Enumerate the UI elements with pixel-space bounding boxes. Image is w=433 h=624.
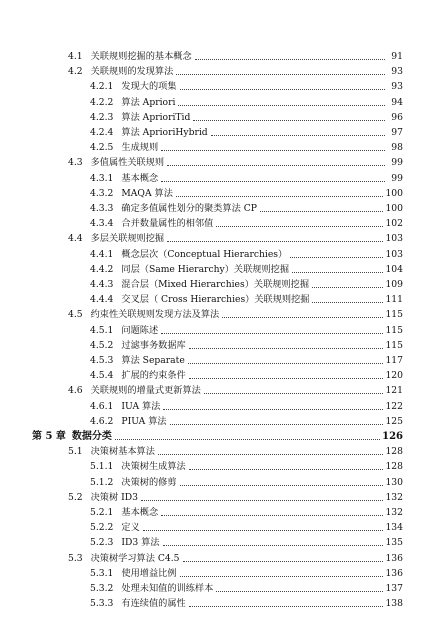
entry-title: 算法 AprioriHybrid (121, 127, 208, 138)
dot-leader (167, 165, 385, 166)
entry-number: 4.5 (68, 309, 83, 321)
entry-page-number: 100 (385, 187, 403, 199)
entry-title: PIUA 算法 (121, 415, 167, 427)
dot-leader (189, 469, 384, 470)
dot-leader (176, 74, 385, 75)
entry-page-number: 138 (385, 598, 403, 610)
chapter-entry (0, 428, 433, 442)
entry-number: 4.2 (68, 66, 83, 78)
entry-page-number: 102 (385, 218, 403, 230)
toc-entry (0, 215, 433, 229)
dot-leader (170, 424, 384, 425)
entry-title: 约束性关联规则发现方法及算法 (90, 309, 220, 321)
entry-number: 4.6 (68, 385, 83, 397)
toc-entry (0, 63, 433, 77)
toc-entry (0, 261, 433, 275)
entry-page-number: 93 (391, 66, 403, 78)
toc-entry (0, 489, 433, 503)
entry-number: 4.2.1 (90, 81, 114, 93)
entry-title: 过滤事务数据库 (121, 339, 186, 351)
dot-leader (163, 545, 384, 546)
entry-title: 基本概念 (121, 172, 159, 184)
entry-page-number: 99 (391, 172, 403, 184)
entry-page-number: 91 (391, 51, 403, 62)
toc-entry (0, 398, 433, 412)
entry-number: 4.3 (68, 157, 83, 169)
entry-title: 关联规则的增量式更新算法 (90, 385, 201, 397)
entry-title: ID3 算法 (121, 537, 160, 549)
dot-leader (312, 302, 383, 303)
entry-title: 使用增益比例 (121, 567, 177, 579)
toc-entry (0, 154, 433, 168)
entry-number: 5.1.1 (90, 461, 114, 473)
entry-title: 决策树的修剪 (121, 476, 177, 488)
dot-leader (193, 120, 385, 121)
entry-page-number: 130 (385, 476, 403, 488)
dot-leader (204, 393, 384, 394)
dot-leader (167, 241, 383, 242)
entry-title: 决策树学习算法 C4.5 (90, 552, 180, 564)
toc-entry (0, 94, 433, 108)
toc-entry (0, 322, 433, 336)
entry-number: 4.2.4 (90, 127, 114, 138)
dot-leader (183, 561, 384, 562)
toc-entry (0, 550, 433, 564)
dot-leader (189, 606, 384, 607)
entry-number: 5.3.2 (90, 583, 114, 594)
toc-entry (0, 78, 433, 92)
entry-number: 5.2.3 (90, 537, 114, 549)
entry-number: 4.6.1 (90, 400, 114, 412)
entry-page-number: 121 (385, 385, 403, 397)
entry-number: 4.6.2 (90, 415, 114, 427)
dot-leader (312, 287, 383, 288)
entry-number: 5.3.1 (90, 567, 114, 579)
entry-title: 多层关联规则挖掘 (90, 233, 165, 245)
entry-page-number: 103 (385, 248, 403, 260)
toc-entry (0, 306, 433, 320)
toc-entry (0, 337, 433, 351)
toc-entry (0, 185, 433, 199)
toc-entry (0, 519, 433, 533)
toc-entry (0, 291, 433, 305)
entry-title: 有连续值的属性 (121, 598, 186, 610)
dot-leader (163, 409, 383, 410)
entry-title: 决策树生成算法 (121, 461, 186, 473)
entry-page-number: 132 (385, 491, 403, 503)
entry-page-number: 98 (391, 142, 403, 154)
dot-leader (211, 135, 385, 136)
entry-title: 关联规则挖掘的基本概念 (90, 51, 192, 62)
entry-number: 5.3.3 (90, 598, 114, 610)
entry-page-number: 120 (385, 370, 403, 382)
toc-entry (0, 139, 433, 153)
entry-title: 问题陈述 (121, 324, 159, 336)
dot-leader (161, 515, 383, 516)
toc-entry (0, 170, 433, 184)
dot-leader (222, 317, 383, 318)
entry-page-number: 97 (391, 127, 403, 138)
entry-title: 算法 AprioriTid (121, 111, 191, 123)
dot-leader (178, 105, 385, 106)
entry-title: 概念层次（Conceptual Hierarchies） (121, 248, 288, 260)
dot-leader (180, 485, 384, 486)
entry-title: 定义 (121, 522, 140, 534)
entry-title: 生成规则 (121, 142, 159, 154)
dot-leader (115, 439, 380, 440)
entry-page-number: 122 (385, 400, 403, 412)
toc-entry (0, 124, 433, 138)
dot-leader (189, 348, 384, 349)
dot-leader (292, 272, 383, 273)
entry-page-number: 96 (391, 111, 403, 123)
entry-number: 4.4.1 (90, 248, 114, 260)
entry-title: 交叉层（ Cross Hierarchies）关联规则挖掘 (121, 294, 310, 306)
entry-title: 发现大的项集 (121, 81, 177, 93)
entry-page-number: 134 (385, 522, 403, 534)
entry-number: 第 5 章 (32, 431, 66, 442)
entry-page-number: 103 (385, 233, 403, 245)
toc-entry (0, 458, 433, 472)
dot-leader (161, 333, 383, 334)
toc-entry (0, 352, 433, 366)
toc-entry (0, 534, 433, 548)
dot-leader (158, 454, 384, 455)
entry-title: 算法 Apriori (121, 96, 176, 108)
dot-leader (195, 59, 385, 60)
entry-title: 混合层（Mixed Hierarchies）关联规则挖掘 (121, 279, 310, 290)
dot-leader (189, 378, 384, 379)
entry-number: 5.2.2 (90, 522, 114, 534)
entry-number: 4.2.5 (90, 142, 114, 154)
entry-page-number: 126 (382, 431, 403, 442)
entry-page-number: 109 (385, 279, 403, 290)
toc-entry (0, 276, 433, 290)
entry-title: 算法 Separate (121, 355, 185, 366)
entry-number: 4.5.1 (90, 324, 114, 336)
entry-page-number: 99 (391, 157, 403, 169)
toc-entry (0, 580, 433, 594)
dot-leader (143, 530, 384, 531)
dot-leader (216, 591, 383, 592)
toc-entry (0, 200, 433, 214)
dot-leader (176, 196, 384, 197)
entry-number: 4.3.2 (90, 187, 114, 199)
entry-number: 4.5.2 (90, 339, 114, 351)
entry-page-number: 115 (385, 309, 403, 321)
entry-page-number: 128 (385, 461, 403, 473)
entry-page-number: 94 (391, 96, 403, 108)
dot-leader (290, 257, 383, 258)
toc-entry (0, 443, 433, 457)
dot-leader (188, 363, 384, 364)
entry-number: 4.3.3 (90, 203, 114, 214)
entry-number: 4.5.3 (90, 355, 114, 366)
entry-title: IUA 算法 (121, 400, 161, 412)
entry-number: 4.3.1 (90, 172, 114, 184)
entry-page-number: 128 (385, 446, 403, 458)
toc-entry (0, 595, 433, 609)
entry-number: 5.2.1 (90, 507, 114, 518)
toc-entry (0, 48, 433, 62)
toc-entry (0, 382, 433, 396)
entry-page-number: 115 (385, 339, 403, 351)
entry-number: 4.5.4 (90, 370, 114, 382)
entry-number: 4.4.4 (90, 294, 114, 306)
entry-number: 5.3 (68, 552, 83, 564)
toc-entry (0, 367, 433, 381)
entry-number: 4.2.3 (90, 111, 114, 123)
entry-page-number: 104 (385, 263, 403, 275)
entry-title: 扩展的约束条件 (121, 370, 186, 382)
entry-number: 5.1 (68, 446, 83, 458)
dot-leader (180, 89, 385, 90)
entry-title: 关联规则的发现算法 (90, 66, 174, 78)
entry-title: 同层（Same Hierarchy）关联规则挖掘 (121, 263, 290, 275)
toc-entry (0, 413, 433, 427)
dot-leader (260, 211, 383, 212)
entry-number: 5.1.2 (90, 476, 114, 488)
entry-number: 4.4.3 (90, 279, 114, 290)
dot-leader (161, 181, 385, 182)
entry-page-number: 93 (391, 81, 403, 93)
entry-number: 4.3.4 (90, 218, 114, 230)
toc-entry (0, 109, 433, 123)
entry-title: 合并数量属性的相邻值 (121, 218, 214, 230)
dot-leader (141, 500, 384, 501)
toc-entry (0, 230, 433, 244)
entry-number: 4.4 (68, 233, 83, 245)
entry-title: 决策树 ID3 (90, 491, 138, 503)
dot-leader (161, 150, 385, 151)
entry-page-number: 136 (385, 567, 403, 579)
dot-leader (180, 576, 384, 577)
entry-title: 确定多值属性划分的聚类算法 CP (121, 203, 257, 214)
entry-page-number: 117 (385, 355, 403, 366)
toc-entry (0, 565, 433, 579)
entry-number: 4.1 (68, 51, 83, 62)
entry-page-number: 132 (385, 507, 403, 518)
entry-title: MAQA 算法 (121, 187, 173, 199)
entry-number: 4.2.2 (90, 96, 114, 108)
entry-page-number: 137 (385, 583, 403, 594)
entry-title: 数据分类 (71, 431, 112, 442)
entry-page-number: 125 (385, 415, 403, 427)
dot-leader (216, 226, 383, 227)
entry-title: 处理未知值的训练样本 (121, 583, 214, 594)
entry-page-number: 100 (385, 203, 403, 214)
toc-entry (0, 474, 433, 488)
toc-entry (0, 246, 433, 260)
entry-page-number: 135 (385, 537, 403, 549)
entry-page-number: 115 (385, 324, 403, 336)
entry-page-number: 136 (385, 552, 403, 564)
entry-title: 多值属性关联规则 (90, 157, 165, 169)
entry-number: 4.4.2 (90, 263, 114, 275)
toc-entry (0, 504, 433, 518)
entry-page-number: 111 (385, 294, 403, 306)
entry-number: 5.2 (68, 491, 83, 503)
entry-title: 决策树基本算法 (90, 446, 155, 458)
entry-title: 基本概念 (121, 507, 159, 518)
